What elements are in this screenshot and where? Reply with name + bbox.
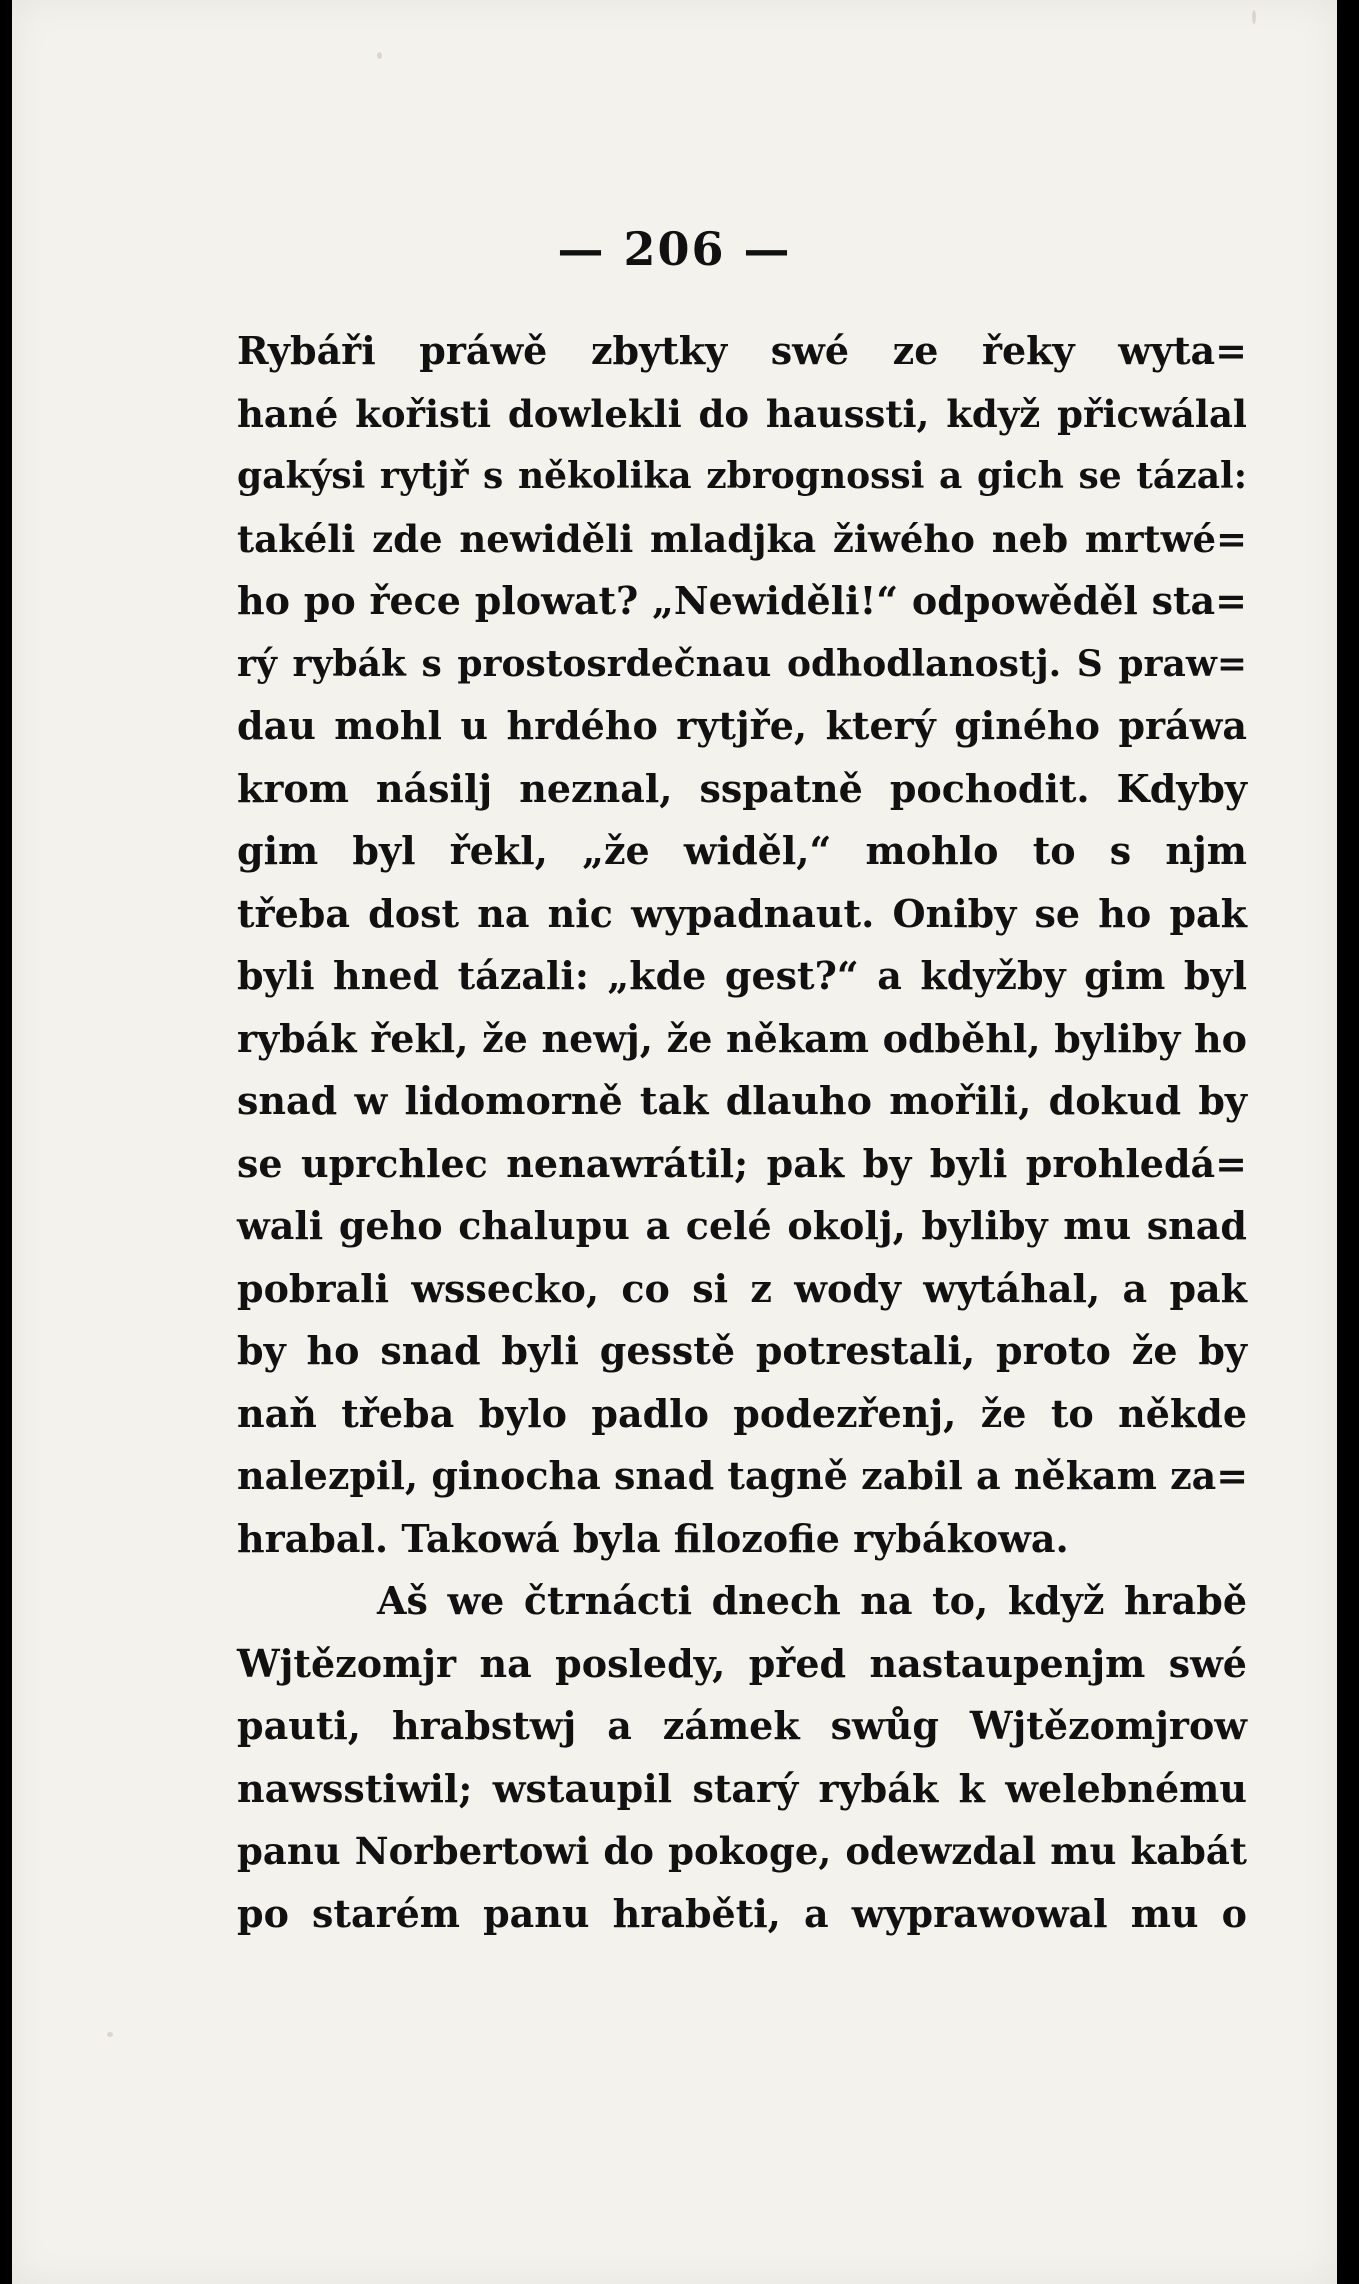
text-line: pobrali wssecko, co si z wody wytáhal, a pak [237, 1265, 1247, 1311]
text-line: Aš we čtrnácti dnech na to, když hrabě [377, 1578, 1247, 1623]
paragraph-2 [237, 1570, 1247, 1945]
text-line: snad w lidomorně tak dlauho mořili, dokud by [237, 1078, 1247, 1123]
paper-speck [377, 52, 382, 59]
text-line: se uprchlec nenawrátil; pak by byli prohledá= [237, 1140, 1247, 1186]
page-number: — 206 — [557, 222, 792, 276]
text-line: Rybáři práwě zbytky swé ze řeky wyta= [237, 328, 1247, 373]
text-line: by ho snad byli gesstě potrestali, proto že by [237, 1328, 1247, 1373]
text-line: po starém panu hraběti, a wyprawowal mu o [237, 1890, 1247, 1936]
text-line: nawsstiwil; wstaupil starý rybák k welebnému [237, 1765, 1247, 1811]
text-line: takéli zde newiděli mladjka žiwého neb mrtwé= [237, 516, 1247, 561]
text-line: gim byl řekl, „že widěl,“ mohlo to s njm [237, 828, 1247, 873]
paragraph-1 [237, 320, 1247, 1570]
text-line: wali geho chalupu a celé okolj, byliby mu snad [237, 1203, 1247, 1248]
text-line: rybák řekl, že newj, že někam odběhl, byliby ho [237, 1015, 1247, 1061]
text-line: krom násilj neznal, sspatně pochodit. Kdyby [237, 765, 1247, 811]
text-line: Wjtězomjr na posledy, před nastaupenjm swé [237, 1640, 1247, 1686]
text-line: rý rybák s prostosrdečnau odhodlanostj. S praw= [237, 642, 1247, 685]
paper-speck [1252, 10, 1256, 24]
text-line: byli hned tázali: „kde gest?“ a kdyžby gim byl [237, 953, 1247, 998]
book-page [12, 0, 1337, 2284]
text-line: hrabal. Takowá byla filozofie rybákowa. [237, 1515, 1069, 1561]
text-line: pauti, hrabstwj a zámek swůg Wjtězomjrow [237, 1703, 1247, 1748]
text-line: gakýsi rytjř s několika zbrognossi a gich se tázal: [237, 455, 1247, 497]
text-line: nalezpil, ginocha snad tagně zabil a někam za= [237, 1453, 1249, 1498]
body-text [237, 320, 1247, 1945]
text-line: naň třeba bylo padlo podezřenj, že to někde [237, 1390, 1247, 1436]
text-line: ho po řece plowat? „Newiděli!“ odpowěděl sta= [237, 578, 1247, 623]
text-line: panu Norbertowi do pokoge, odewzdal mu kabát [237, 1829, 1247, 1873]
text-line: dau mohl u hrdého rytjře, který giného práwa [237, 703, 1247, 748]
paper-speck [107, 2032, 113, 2037]
text-line: hané kořisti dowlekli do haussti, když přicwálal [237, 391, 1247, 436]
text-line: třeba dost na nic wypadnaut. Oniby se ho pak [237, 890, 1247, 936]
